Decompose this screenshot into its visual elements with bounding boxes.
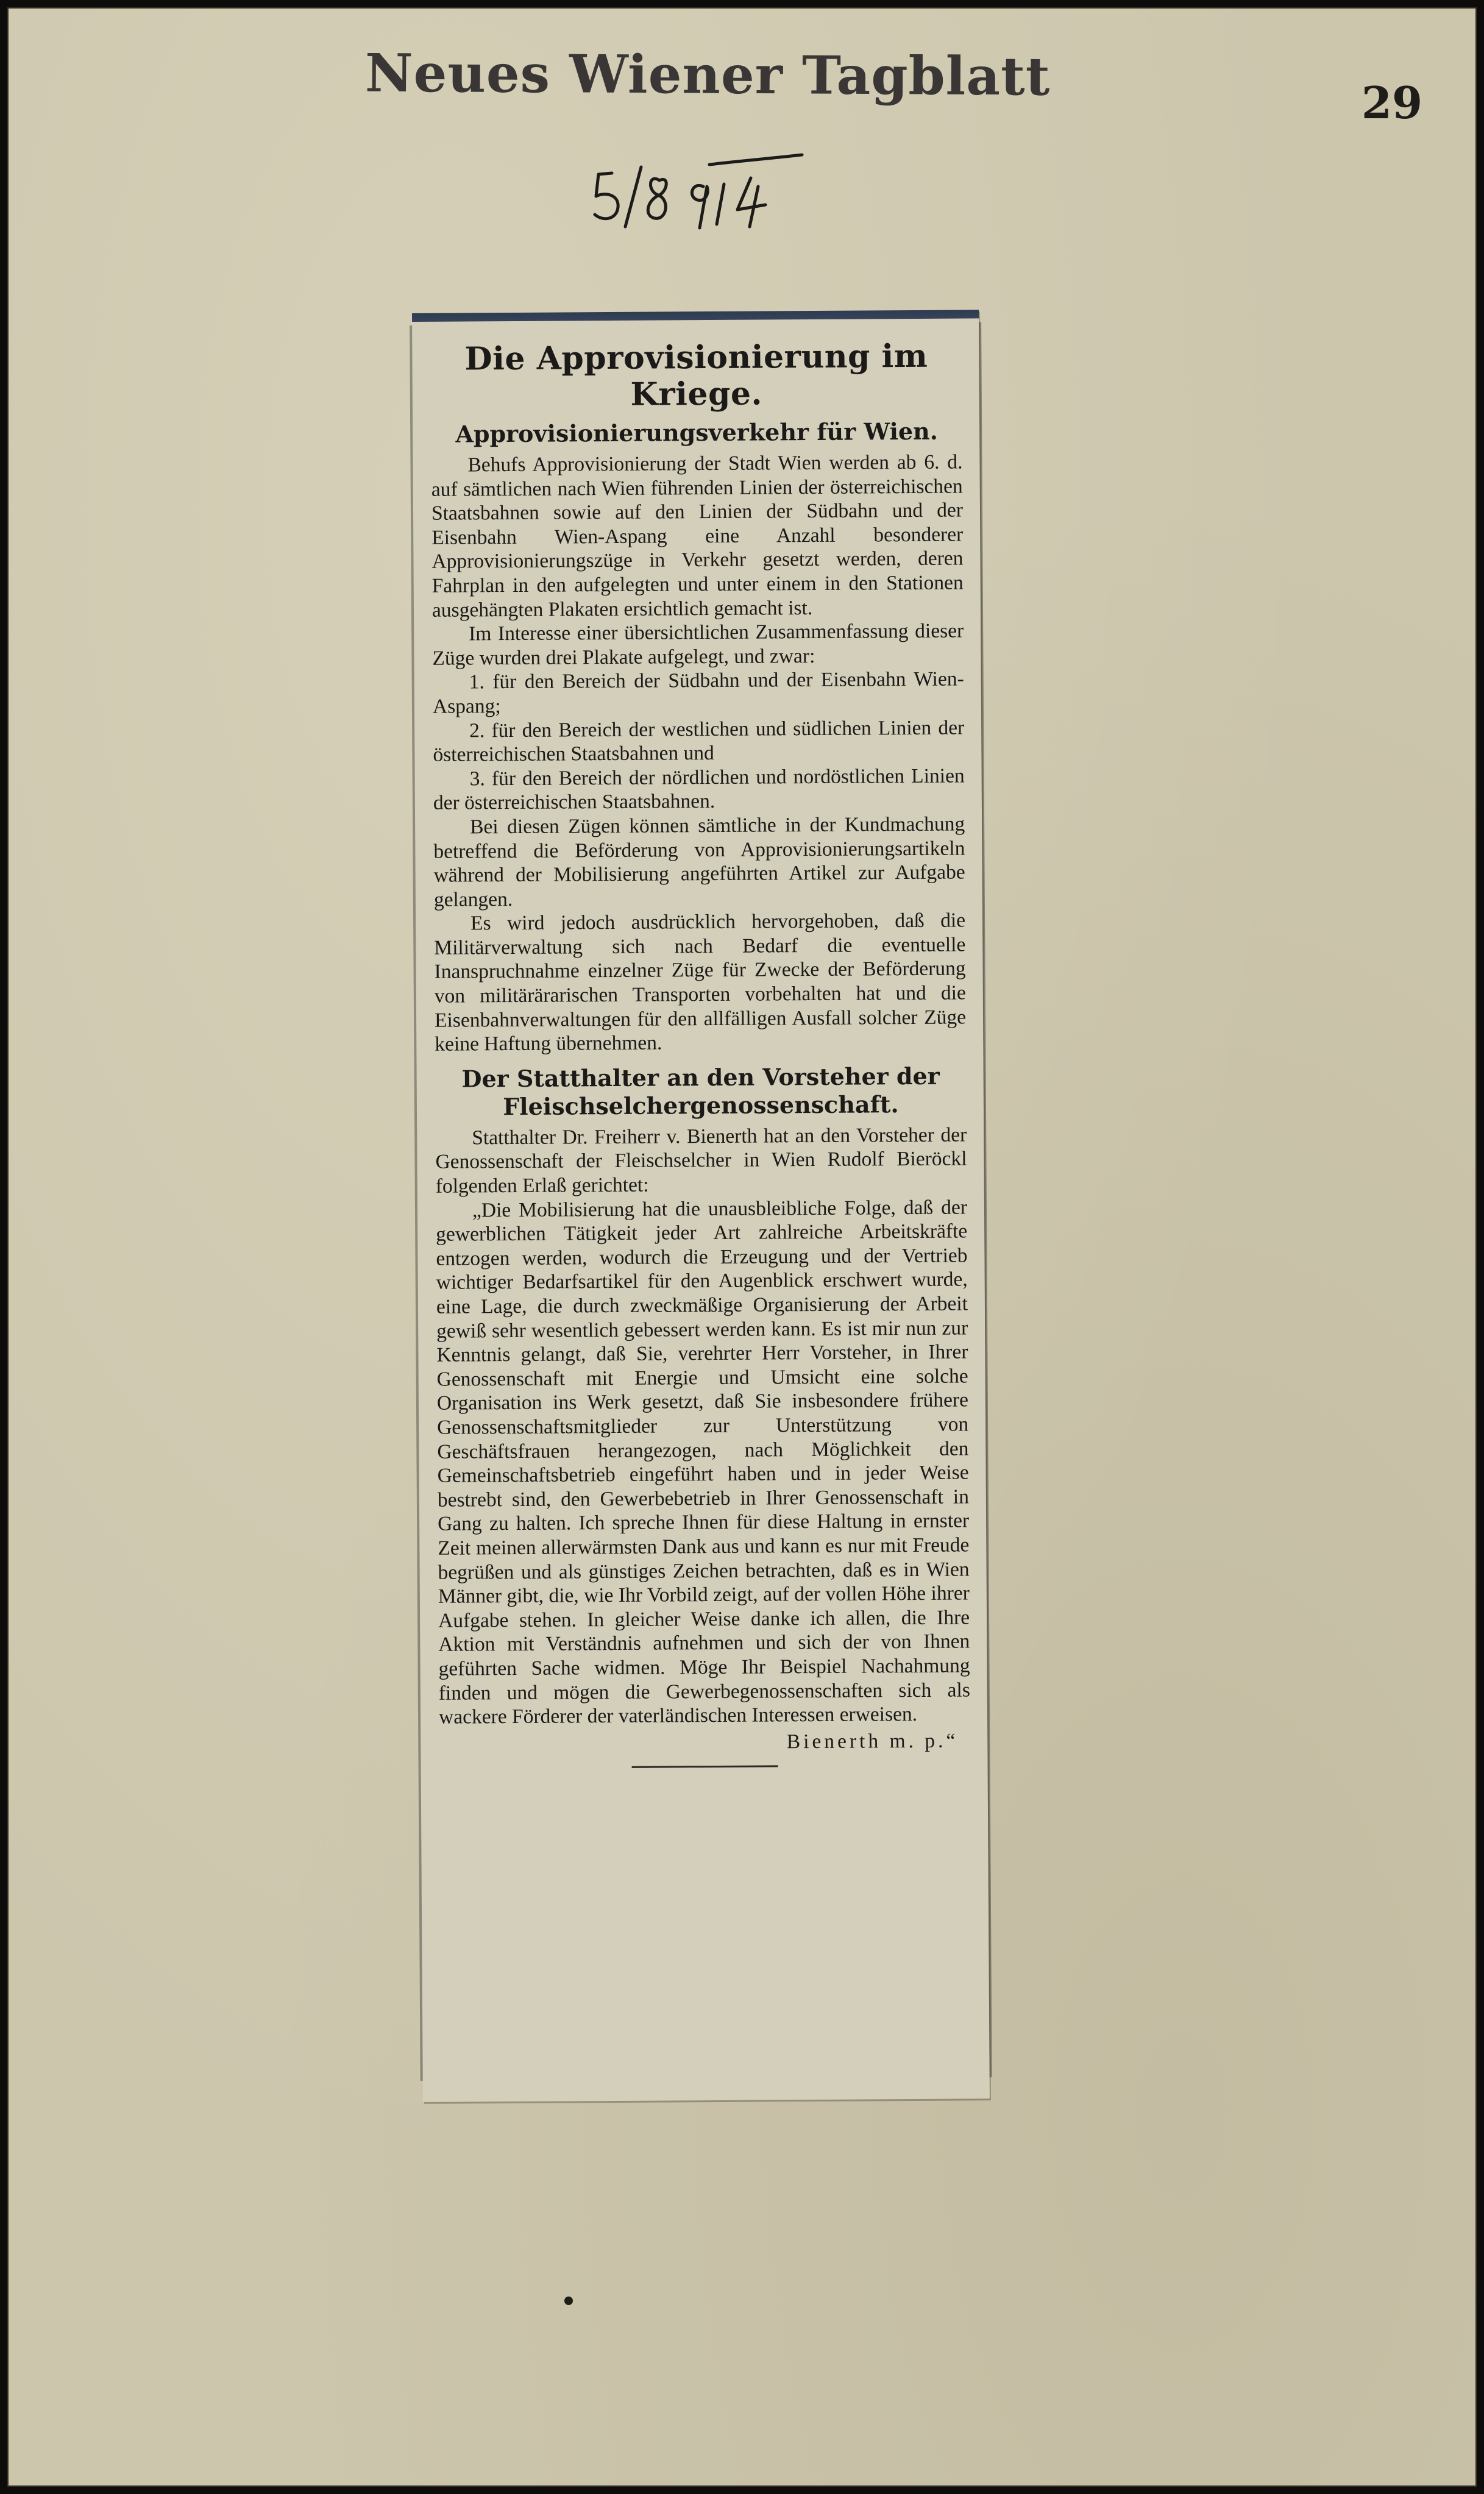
article-end-rule bbox=[632, 1765, 778, 1767]
page-number: 29 bbox=[1361, 77, 1423, 129]
section1-subheading: Approvisionierungsverkehr für Wien. bbox=[455, 417, 939, 448]
section2-intro: Statthalter Dr. Freiherr v. Bienerth hat an den Vorsteher der Genossenschaft der Fleischselcher in Wien Rudolf Bieröckl folgenden Erlaß gerichtet: bbox=[435, 1123, 967, 1198]
section1-paragraph-4: Es wird jedoch ausdrücklich hervorgehoben, daß die Militärverwaltung sich nach Bedarf die eventuelle Inanspruchnahme einzelner Züge für Zwecke der Beförderung von militärärarischen Transporten vorbehalten hat und die Eisenbahnverwaltungen für den allfälligen Ausfall solcher Züge keine Haftung übernehmen. bbox=[434, 909, 967, 1056]
section2-subheading: Der Statthalter an den Vorsteher der Fleischselchergenossenschaft. bbox=[461, 1062, 940, 1120]
newspaper-clipping bbox=[412, 310, 990, 2102]
handwritten-date-ink bbox=[588, 149, 819, 240]
section1-list-item-1: 1. für den Bereich der Südbahn und der Eisenbahn Wien-Aspang; bbox=[432, 667, 964, 718]
handwritten-date bbox=[588, 149, 819, 240]
newspaper-name-stamp: Neues Wiener Tagblatt bbox=[364, 42, 1051, 108]
section2-letter: „Die Mobilisierung hat die unausbleibliche Folge, daß der gewerblichen Tätigkeit jeder Art zahlreiche Arbeitskräfte entzogen werden, wodurch die Erzeugung und der Vertrieb wichtiger Bedarfsartikel für den Augenblick erschwert wurde, eine Lage, die durch zweckmäßige Organisierung der Arbeit gewiß sehr wesentlich gebessert werden kann. Es ist mir nun zur Kenntnis gelangt, daß Sie, verehrter Herr Vorsteher, in Ihrer Genossenschaft mit Energie und Umsicht eine solche Organisation ins Werk gesetzt, daß Sie insbesondere frühere Genossenschaftsmitglieder zur Unterstützung von Geschäftsfrauen herangezogen, nach Möglichkeit den Gemeinschaftsbetrieb eingeführt haben und in jeder Weise bestrebt sind, den Gewerbebetrieb in Ihrer Genossenschaft in Gang zu halten. Ich spreche Ihnen für diese Haltung in ernster Zeit meinen allerwärmsten Dank aus und kann es nur mit Freude begrüßen und als günstiges Zeichen betrachten, daß es in Wien Männer gibt, die, wie Ihr Vorbild zeigt, auf der vollen Höhe ihrer Aufgabe stehen. In gleicher Weise danke ich allen, die Ihre Aktion mit Verständnis aufnehmen und sich der von Ihnen geführten Sache widmen. Möge Ihr Beispiel Nachahmung finden und mögen die Gewerbegenossenschaften sich als wackere Förderer der vaterländischen Interessen erweisen. bbox=[436, 1196, 970, 1728]
ink-dot bbox=[564, 2297, 573, 2305]
clipping-right-edge bbox=[979, 322, 992, 2077]
section1-paragraph-3: Bei diesen Zügen können sämtliche in der Kundmachung betreffend die Beförderung von Approvisionierungsartikeln während der Mobilisierung angeführten Artikel zur Aufgabe gelangen. bbox=[433, 812, 965, 911]
section1-paragraph-1: Behufs Approvisionierung der Stadt Wien werden ab 6. d. auf sämtlichen nach Wien führenden Linien der österreichischen Staatsbahnen sowie auf den Linien der Südbahn und der Eisenbahn Wien-Aspang eine Anzahl besonderer Approvisionierungszüge in Verkehr gesetzt werden, deren Fahrplan in den aufgelegten und unter einem in den Stationen ausgehängten Plakaten ersichtlich gemacht ist. bbox=[431, 450, 964, 622]
section1-list-item-3: 3. für den Bereich der nördlichen und nordöstlichen Linien der österreichischen Staatsbahnen. bbox=[433, 764, 965, 815]
section1-list-item-2: 2. für den Bereich der westlichen und südlichen Linien der österreichischen Staatsbahnen und bbox=[433, 716, 965, 766]
letter-signature: Bienerth m. p.“ bbox=[786, 1729, 959, 1753]
clipping-left-edge bbox=[410, 325, 423, 2081]
article-headline: Die Approvisionierung im Kriege. bbox=[464, 337, 928, 413]
archive-sheet bbox=[7, 7, 1477, 2487]
section1-paragraph-2: Im Interesse einer übersichtlichen Zusammenfassung dieser Züge wurden drei Plakate aufgelegt, und zwar: bbox=[432, 619, 964, 670]
clipping-top-edge bbox=[412, 310, 979, 322]
